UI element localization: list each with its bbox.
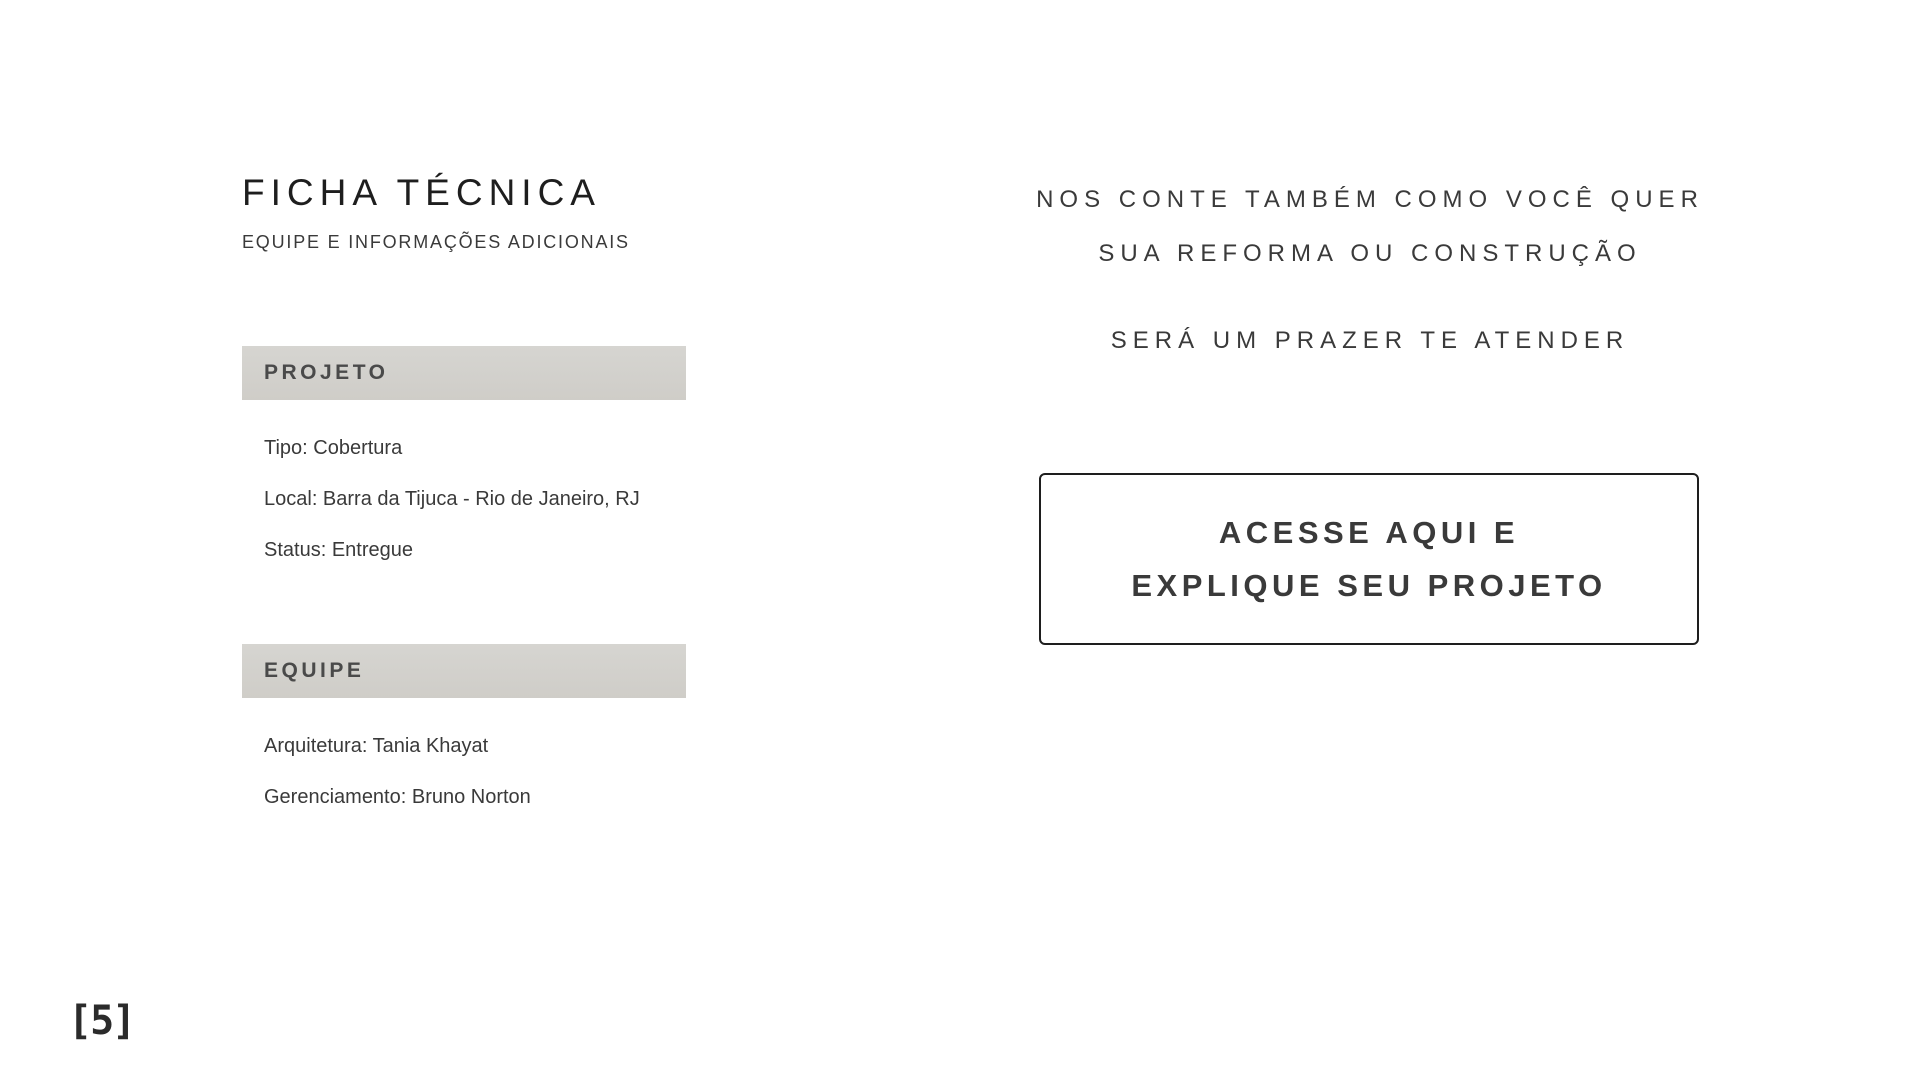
cta-button-line-1: ACESSE AQUI E — [1218, 515, 1520, 550]
info-arquitetura: Arquitetura: Tania Khayat — [264, 735, 489, 757]
section-header-projeto — [242, 346, 686, 400]
info-tipo: Tipo: Cobertura — [264, 437, 403, 459]
section-heading-projeto: PROJETO — [264, 361, 389, 384]
cta-button-line-2: EXPLIQUE SEU PROJETO — [1131, 568, 1607, 603]
info-status: Status: Entregue — [264, 539, 413, 561]
page-subtitle: EQUIPE E INFORMAÇÕES ADICIONAIS — [242, 232, 630, 252]
page-title: FICHA TÉCNICA — [242, 172, 601, 213]
section-header-equipe — [242, 644, 686, 698]
contact-line-2: SUA REFORMA OU CONSTRUÇÃO — [1098, 240, 1642, 267]
page-number: [5] — [68, 998, 135, 1044]
contact-line-3: SERÁ UM PRAZER TE ATENDER — [1110, 327, 1630, 354]
contact-line-1: NOS CONTE TAMBÉM COMO VOCÊ QUER — [1036, 186, 1704, 213]
contact-cta-button[interactable] — [1039, 473, 1699, 645]
section-heading-equipe: EQUIPE — [264, 659, 365, 682]
info-gerenciamento: Gerenciamento: Bruno Norton — [264, 786, 531, 808]
info-local: Local: Barra da Tijuca - Rio de Janeiro, RJ — [264, 488, 640, 510]
